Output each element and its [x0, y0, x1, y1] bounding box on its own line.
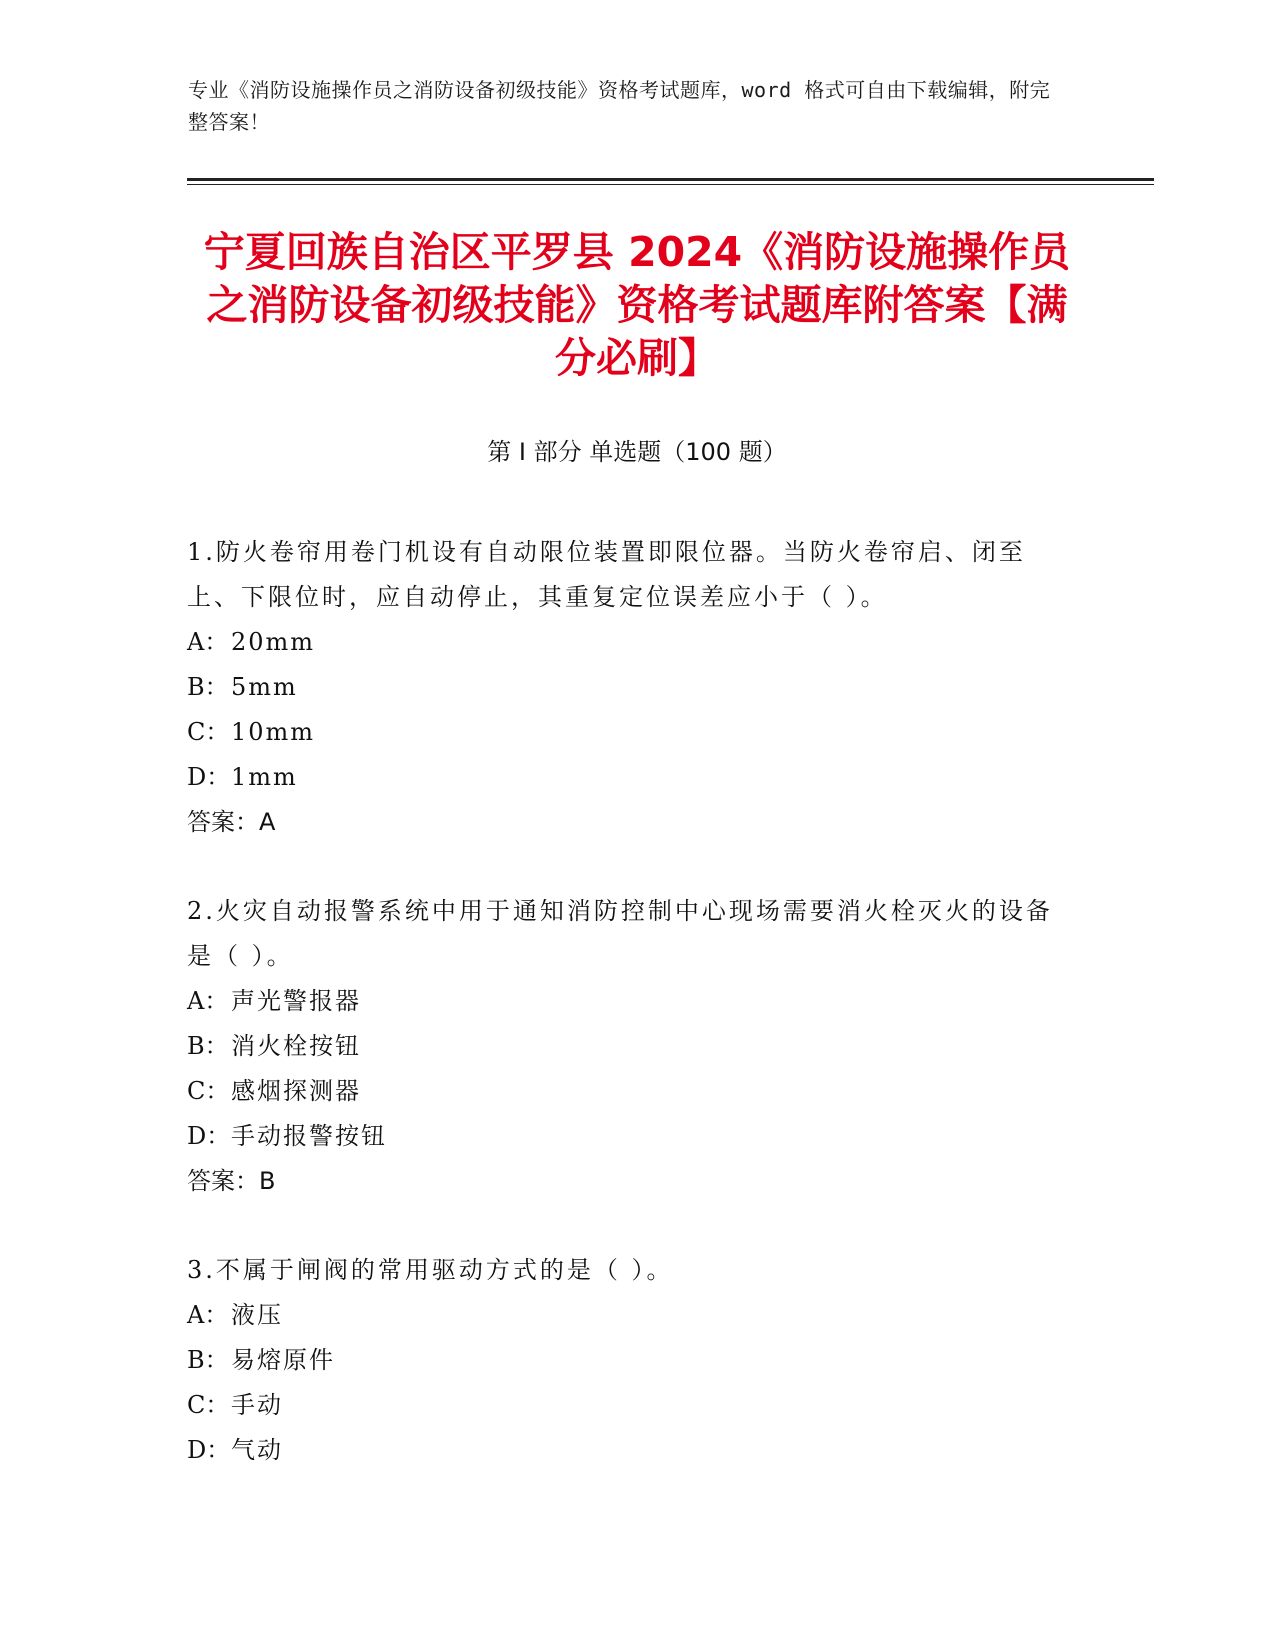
option-b: [187, 1338, 1067, 1383]
option-b: [187, 1024, 1067, 1069]
header-divider-thin: [187, 184, 1154, 185]
option-key: D：: [187, 763, 231, 791]
option-c: [187, 1383, 1067, 1428]
option-d: [187, 1114, 1067, 1159]
document-title: 宁夏回族自治区平罗县 2024《消防设施操作员之消防设备初级技能》资格考试题库附答案【满分必刷】: [203, 228, 1071, 382]
option-text: 声光警报器: [231, 987, 361, 1015]
option-c: [187, 710, 1067, 755]
option-c: [187, 1069, 1067, 1114]
question-1: [187, 530, 1067, 845]
option-b: [187, 665, 1067, 710]
option-key: A：: [187, 1301, 229, 1329]
question-2: [187, 889, 1067, 1204]
option-key: C：: [187, 1391, 230, 1419]
question-list: [187, 530, 1067, 1517]
option-key: A：: [187, 628, 229, 656]
option-d: [187, 1428, 1067, 1473]
option-text: 1mm: [231, 763, 298, 791]
question-stem: 1.防火卷帘用卷门机设有自动限位装置即限位器。当防火卷帘启、闭至上、下限位时，应自动停止，其重复定位误差应小于（ ）。: [187, 538, 1026, 611]
header-note: 专业《消防设施操作员之消防设备初级技能》资格考试题库，word 格式可自由下载编辑，附完整答案！: [188, 78, 1051, 134]
option-key: D：: [187, 1436, 231, 1464]
option-key: B：: [187, 673, 229, 701]
option-key: A：: [187, 987, 229, 1015]
part-heading: 第 I 部分 单选题（100 题）: [487, 438, 787, 466]
question-3: [187, 1248, 1067, 1473]
option-key: D：: [187, 1122, 231, 1150]
option-text: 易熔原件: [231, 1346, 335, 1374]
option-text: 液压: [231, 1301, 283, 1329]
option-text: 5mm: [231, 673, 298, 701]
header-divider-thick: [187, 178, 1154, 181]
answer: 答案：A: [187, 808, 276, 836]
option-key: B：: [187, 1346, 229, 1374]
option-d: [187, 755, 1067, 800]
option-text: 手动: [231, 1391, 283, 1419]
option-text: 感烟探测器: [231, 1077, 361, 1105]
option-a: [187, 979, 1067, 1024]
option-key: B：: [187, 1032, 229, 1060]
answer: 答案：B: [187, 1167, 276, 1195]
option-text: 手动报警按钮: [231, 1122, 387, 1150]
question-stem: 2.火灾自动报警系统中用于通知消防控制中心现场需要消火栓灭火的设备是（ ）。: [187, 897, 1053, 970]
option-text: 20mm: [231, 628, 316, 656]
option-key: C：: [187, 1077, 230, 1105]
option-text: 气动: [231, 1436, 283, 1464]
question-stem: 3.不属于闸阀的常用驱动方式的是（ ）。: [187, 1256, 674, 1284]
option-a: [187, 1293, 1067, 1338]
option-a: [187, 620, 1067, 665]
option-key: C：: [187, 718, 230, 746]
option-text: 10mm: [231, 718, 316, 746]
option-text: 消火栓按钮: [231, 1032, 361, 1060]
